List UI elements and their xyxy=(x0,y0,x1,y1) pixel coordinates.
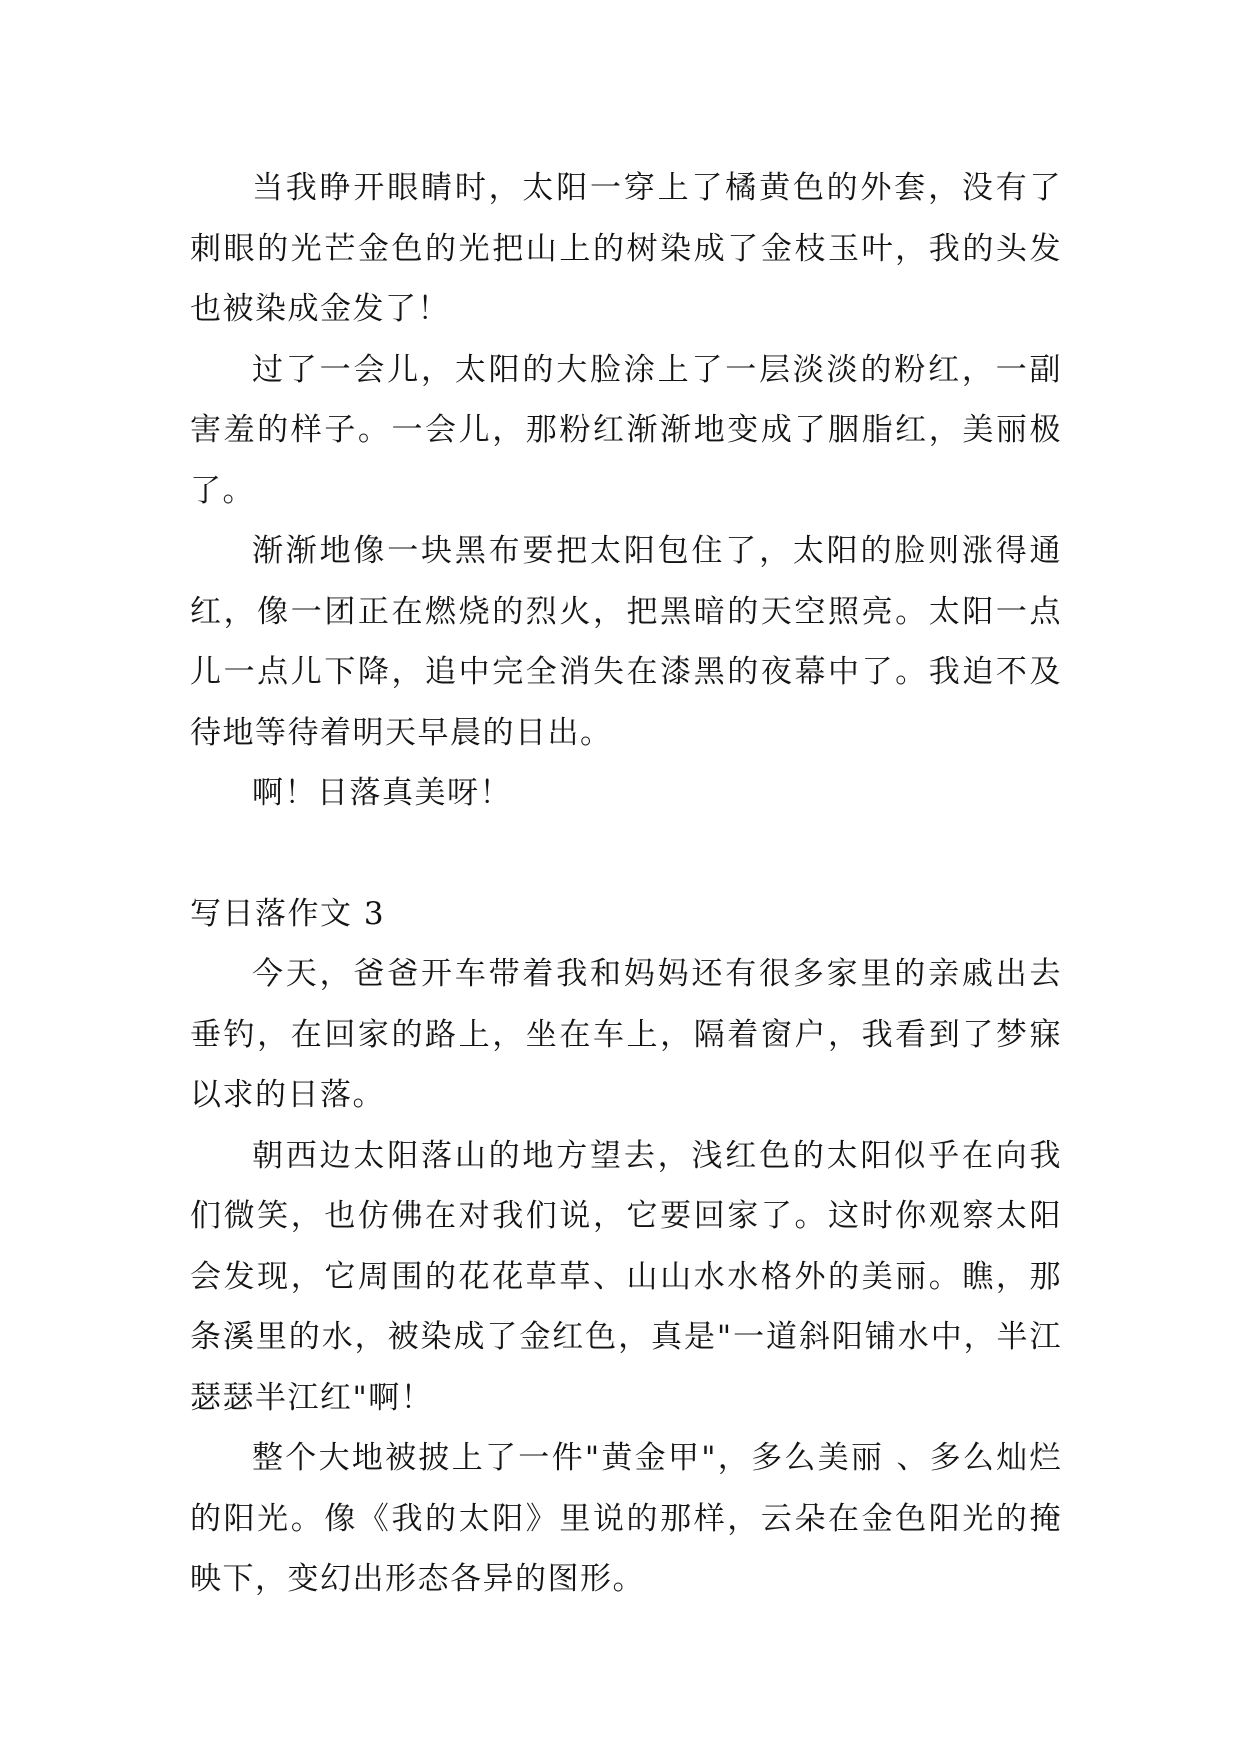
paragraph: 当我睁开眼睛时，太阳一穿上了橘黄色的外套，没有了刺眼的光芒金色的光把山上的树染成了金枝玉叶，我的头发也被染成金发了！ xyxy=(190,170,1062,327)
paragraph: 渐渐地像一块黑布要把太阳包住了，太阳的脸则涨得通红，像一团正在燃烧的烈火，把黑暗的天空照亮。太阳一点儿一点儿下降，追中完全消失在漆黑的夜幕中了。我迫不及待地等待着明天早晨的日出。 xyxy=(190,533,1062,751)
paragraph: 整个大地被披上了一件"黄金甲"，多么美丽 、多么灿烂的阳光。像《我的太阳》里说的那样，云朵在金色阳光的掩映下，变幻出形态各异的图形。 xyxy=(190,1440,1062,1597)
paragraph: 今天，爸爸开车带着我和妈妈还有很多家里的亲戚出去垂钓，在回家的路上，坐在车上，隔着窗户，我看到了梦寐以求的日落。 xyxy=(190,956,1062,1113)
section-gap xyxy=(190,824,1062,884)
paragraph: 朝西边太阳落山的地方望去，浅红色的太阳似乎在向我们微笑，也仿佛在对我们说，它要回家了。这时你观察太阳会发现，它周围的花花草草、山山水水格外的美丽。瞧，那条溪里的水，被染成了金红色，真是"一道斜阳铺水中，半江瑟瑟半江红"啊！ xyxy=(190,1137,1062,1416)
paragraph: 啊！日落真美呀！ xyxy=(252,775,512,811)
document-body xyxy=(190,158,1062,1610)
section-title: 写日落作文 3 xyxy=(190,895,386,932)
paragraph: 过了一会儿，太阳的大脸涂上了一层淡淡的粉红，一副害羞的样子。一会儿，那粉红渐渐地变成了胭脂红，美丽极了。 xyxy=(190,351,1062,509)
